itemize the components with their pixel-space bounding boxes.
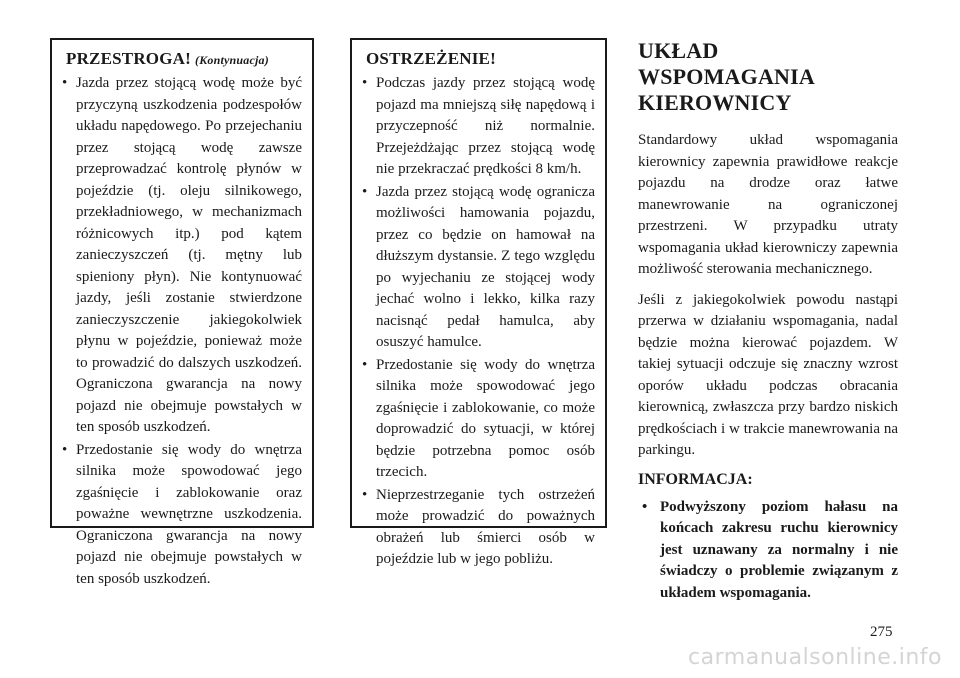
warning-box-subtitle: (Kontynuacja) [195,53,269,67]
list-item: • Jazda przez stojącą wodę może być przyczyną uszkodzenia podzespołów układu napędowego. Po przejechaniu przez stojącą wodę zawsze przeprowadzać kontrolę płynów w pojeździe (tj. oleju silnikowego, przekładniowego, w mechanizmach różnicowych itp.) pod kątem zanieczyszczeń (tj. mętny lub spieniony płyn). Nie kontynuować jazdy, jeśli zostanie stwierdzone zanieczyszczenie jakiegokolwiek płynu w pojeździe, ponieważ może to prowadzić do dalszych uszkodzeń. Ograniczona gwarancja na nowy pojazd nie obejmuje powstałych w ten sposób uszkodzeń. [62,73,302,439]
info-title: INFORMACJA: [638,470,753,488]
list-item: • Podwyższony poziom hałasu na końcach zakresu ruchu kierownicy jest uznawany za normalny i nie świadczy o problemie związanym z układem wspomagania. [638,497,898,605]
list-item: • Jazda przez stojącą wodę ogranicza możliwości hamowania pojazdu, przez co będzie on hamował na dłuższym dystansie. Z tego względu po wyjechaniu ze stojącej wody jechać wolno i lekko, kilka razy nacisnąć pedał hamulca, aby osuszyć hamulce. [362,182,595,354]
caution-box-title: OSTRZEŻENIE! [366,49,496,68]
paragraph: Jeśli z jakiegokolwiek powodu nastąpi przerwa w działaniu wspomagania, nadal będzie można kierować pojazdem. W takiej sytuacji odczuje się znaczny wzrost oporów układu podczas obracania kierownicą, zwłaszcza przy bardzo niskich prędkościach i w trakcie manewrowania na parkingu. [638,291,898,458]
list-item: • Nieprzestrzeganie tych ostrzeżeń może prowadzić do poważnych obrażeń lub śmierci osób w pojeździe lub w jego pobliżu. [362,485,595,571]
power-steering-section [638,38,898,605]
page-number: 275 [870,624,893,640]
caution-box [350,38,607,567]
list-item: • Przedostanie się wody do wnętrza silnika może spowodować jego zgaśnięcie i zablokowanie oraz poważne wewnętrzne uszkodzenia. Ograniczona gwarancja na nowy pojazd nie obejmuje powstałych w ten sposób uszkodzeń. [62,440,302,591]
warning-box [50,38,314,587]
warning-box-title: PRZESTROGA! (Kontynuacja) [66,49,269,68]
list-item: • Podczas jazdy przez stojącą wodę pojazd ma mniejszą siłę napędową i przyczepność niż normalnie. Przejeżdżając przez stojącą wodę nie przekraczać prędkości 8 km/h. [362,73,595,181]
watermark: carmanualsonline.info [688,645,942,670]
list-item: • Przedostanie się wody do wnętrza silnika może spowodować jego zgaśnięcie i zablokowanie, co może doprowadzić do sytuacji, w której będzie potrzebna pomoc osób trzecich. [362,355,595,484]
info-list [638,497,898,605]
warning-list [62,73,302,590]
caution-list [362,73,595,571]
section-heading: UKŁAD WSPOMAGANIA KIEROWNICY [638,38,815,115]
paragraph: Standardowy układ wspomagania kierownicy zapewnia prawidłowe reakcje pojazdu na drodze oraz łatwe manewrowanie na ograniczonej przestrzeni. W przypadku utraty wspomagania układ kierowniczy zapewnia możliwość sterowania mechanicznego. [638,132,898,277]
